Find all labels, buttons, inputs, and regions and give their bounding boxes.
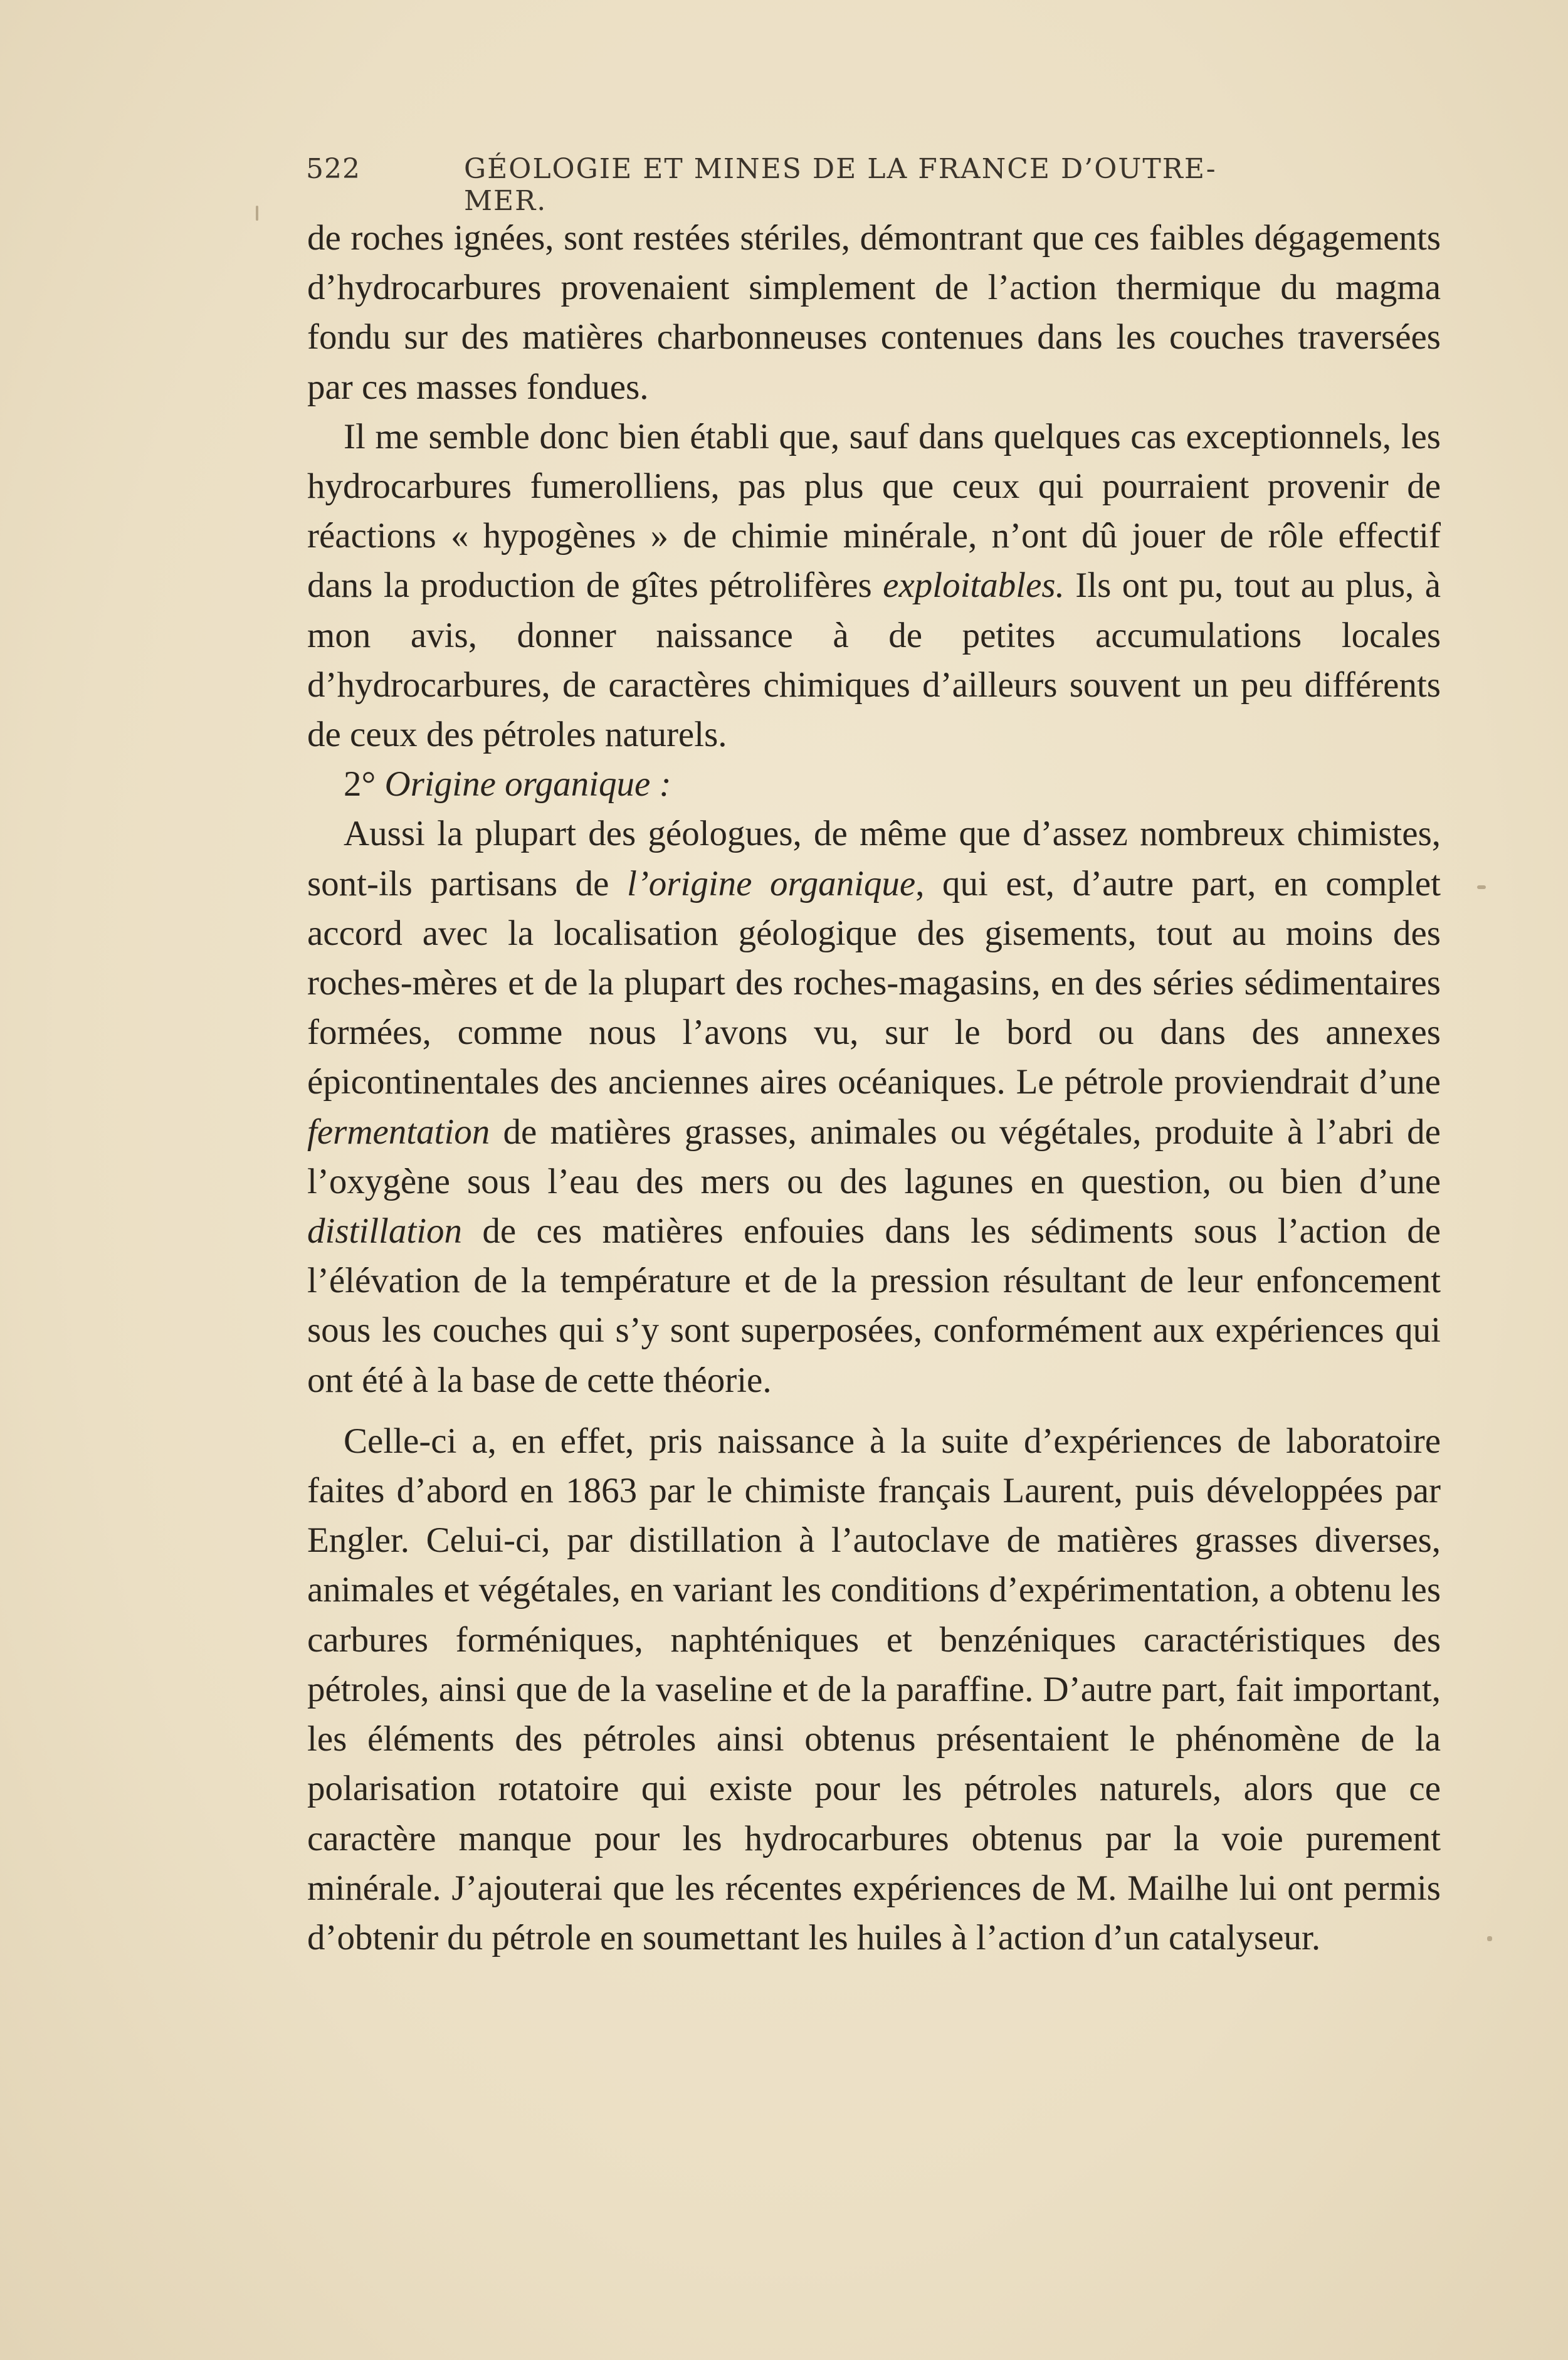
italic-term: fermentation — [307, 1112, 490, 1152]
paragraph-text: , qui est, d’autre part, en complet accord avec la localisation géologique des gisements, tout au moins des roches-mères et de la plupart des roches-magasins, en des séries sédimentaires formées, comme nous l’avons vu, sur le bord ou dans des annexes épicontinentales des anciennes aires océaniques. Le pétrole proviendrait d’une — [307, 863, 1441, 1102]
paragraph-origine-organique — [307, 809, 1441, 1404]
paragraph-text: Il me semble donc bien établi que, sauf dans quelques cas exceptionnels, les hydrocarbures fumerolliens, pas plus que ceux qui pourraient provenir de réactions « hypogènes » de chimie minérale, n’ont dû jouer de rôle effectif dans la production de gîtes pétrolifères — [307, 416, 1441, 606]
paper-speck — [256, 206, 258, 221]
page-number: 522 — [306, 153, 360, 185]
italic-term: distillation — [307, 1211, 463, 1251]
paragraph-text: Ils ont pu, tout au plus, à mon avis, donner naissance à de petites accumulations locales d’hydrocarbures, de caractères chimiques d’ailleurs souvent un peu différents de ceux des pétroles naturels. — [307, 566, 1441, 755]
section-heading-origine-organique — [307, 759, 1441, 809]
paragraph-text: Aussi la plupart des géologues, de même que d’assez nombreux chimistes, sont-ils partisans de — [307, 814, 1441, 903]
italic-term: exploitables. — [883, 566, 1065, 606]
body-text — [307, 213, 1441, 1962]
paragraph-text: de ces matières enfouies dans les sédiments sous l’action de l’élévation de la température et de la pression résultant de leur enfoncement sous les couches qui s’y sont superposées, conformément aux expériences qui ont été à la base de cette théorie. — [307, 1211, 1441, 1400]
paragraph-text: de matières grasses, animales ou végétales, produite à l’abri de l’oxygène sous l’eau des mers ou des lagunes en question, ou bien d’une — [307, 1112, 1441, 1201]
paragraph-continuation: de roches ignées, sont restées stériles, démontrant que ces faibles dégagements d’hydrocarbures provenaient simplement de l’action thermique du magma fondu sur des matières charbonneuses contenues dans les couches traversées par ces masses fondues. — [307, 218, 1441, 407]
paragraph-experiences: Celle-ci a, en effet, pris naissance à la suite d’expériences de laboratoire faites d’abord en 1863 par le chimiste français Laurent, puis développées par Engler. Celui-ci, par distillation à l’autoclave de matières grasses diverses, animales et végétales, en variant les conditions d’expérimentation, a obtenu les carbures forméniques, naphténiques et benzéniques caractéristiques des pétroles, ainsi que de la vaseline et de la paraffine. D’autre part, fait important, les éléments des pétroles ainsi obtenus présentaient le phénomène de la polarisation rotatoire qui existe pour les pétroles naturels, alors que ce caractère manque pour les hydrocarbures obtenus par la voie purement minérale. J’ajouterai que les récentes expériences de M. Mailhe lui ont permis d’obtenir du pétrole en soumettant les huiles à l’action d’un catalyseur. — [307, 1421, 1441, 1957]
running-title: GÉOLOGIE ET MINES DE LA FRANCE D’OUTRE-MER. — [464, 153, 1217, 217]
paragraph-hydrocarbures-fumerolliens — [307, 412, 1441, 759]
italic-term: l’origine organique — [626, 863, 916, 903]
paper-speck — [1477, 885, 1486, 889]
section-title: Origine organique : — [384, 764, 671, 804]
paper-speck — [1487, 1936, 1492, 1941]
page-header — [306, 153, 1278, 217]
section-number: 2° — [344, 764, 376, 804]
